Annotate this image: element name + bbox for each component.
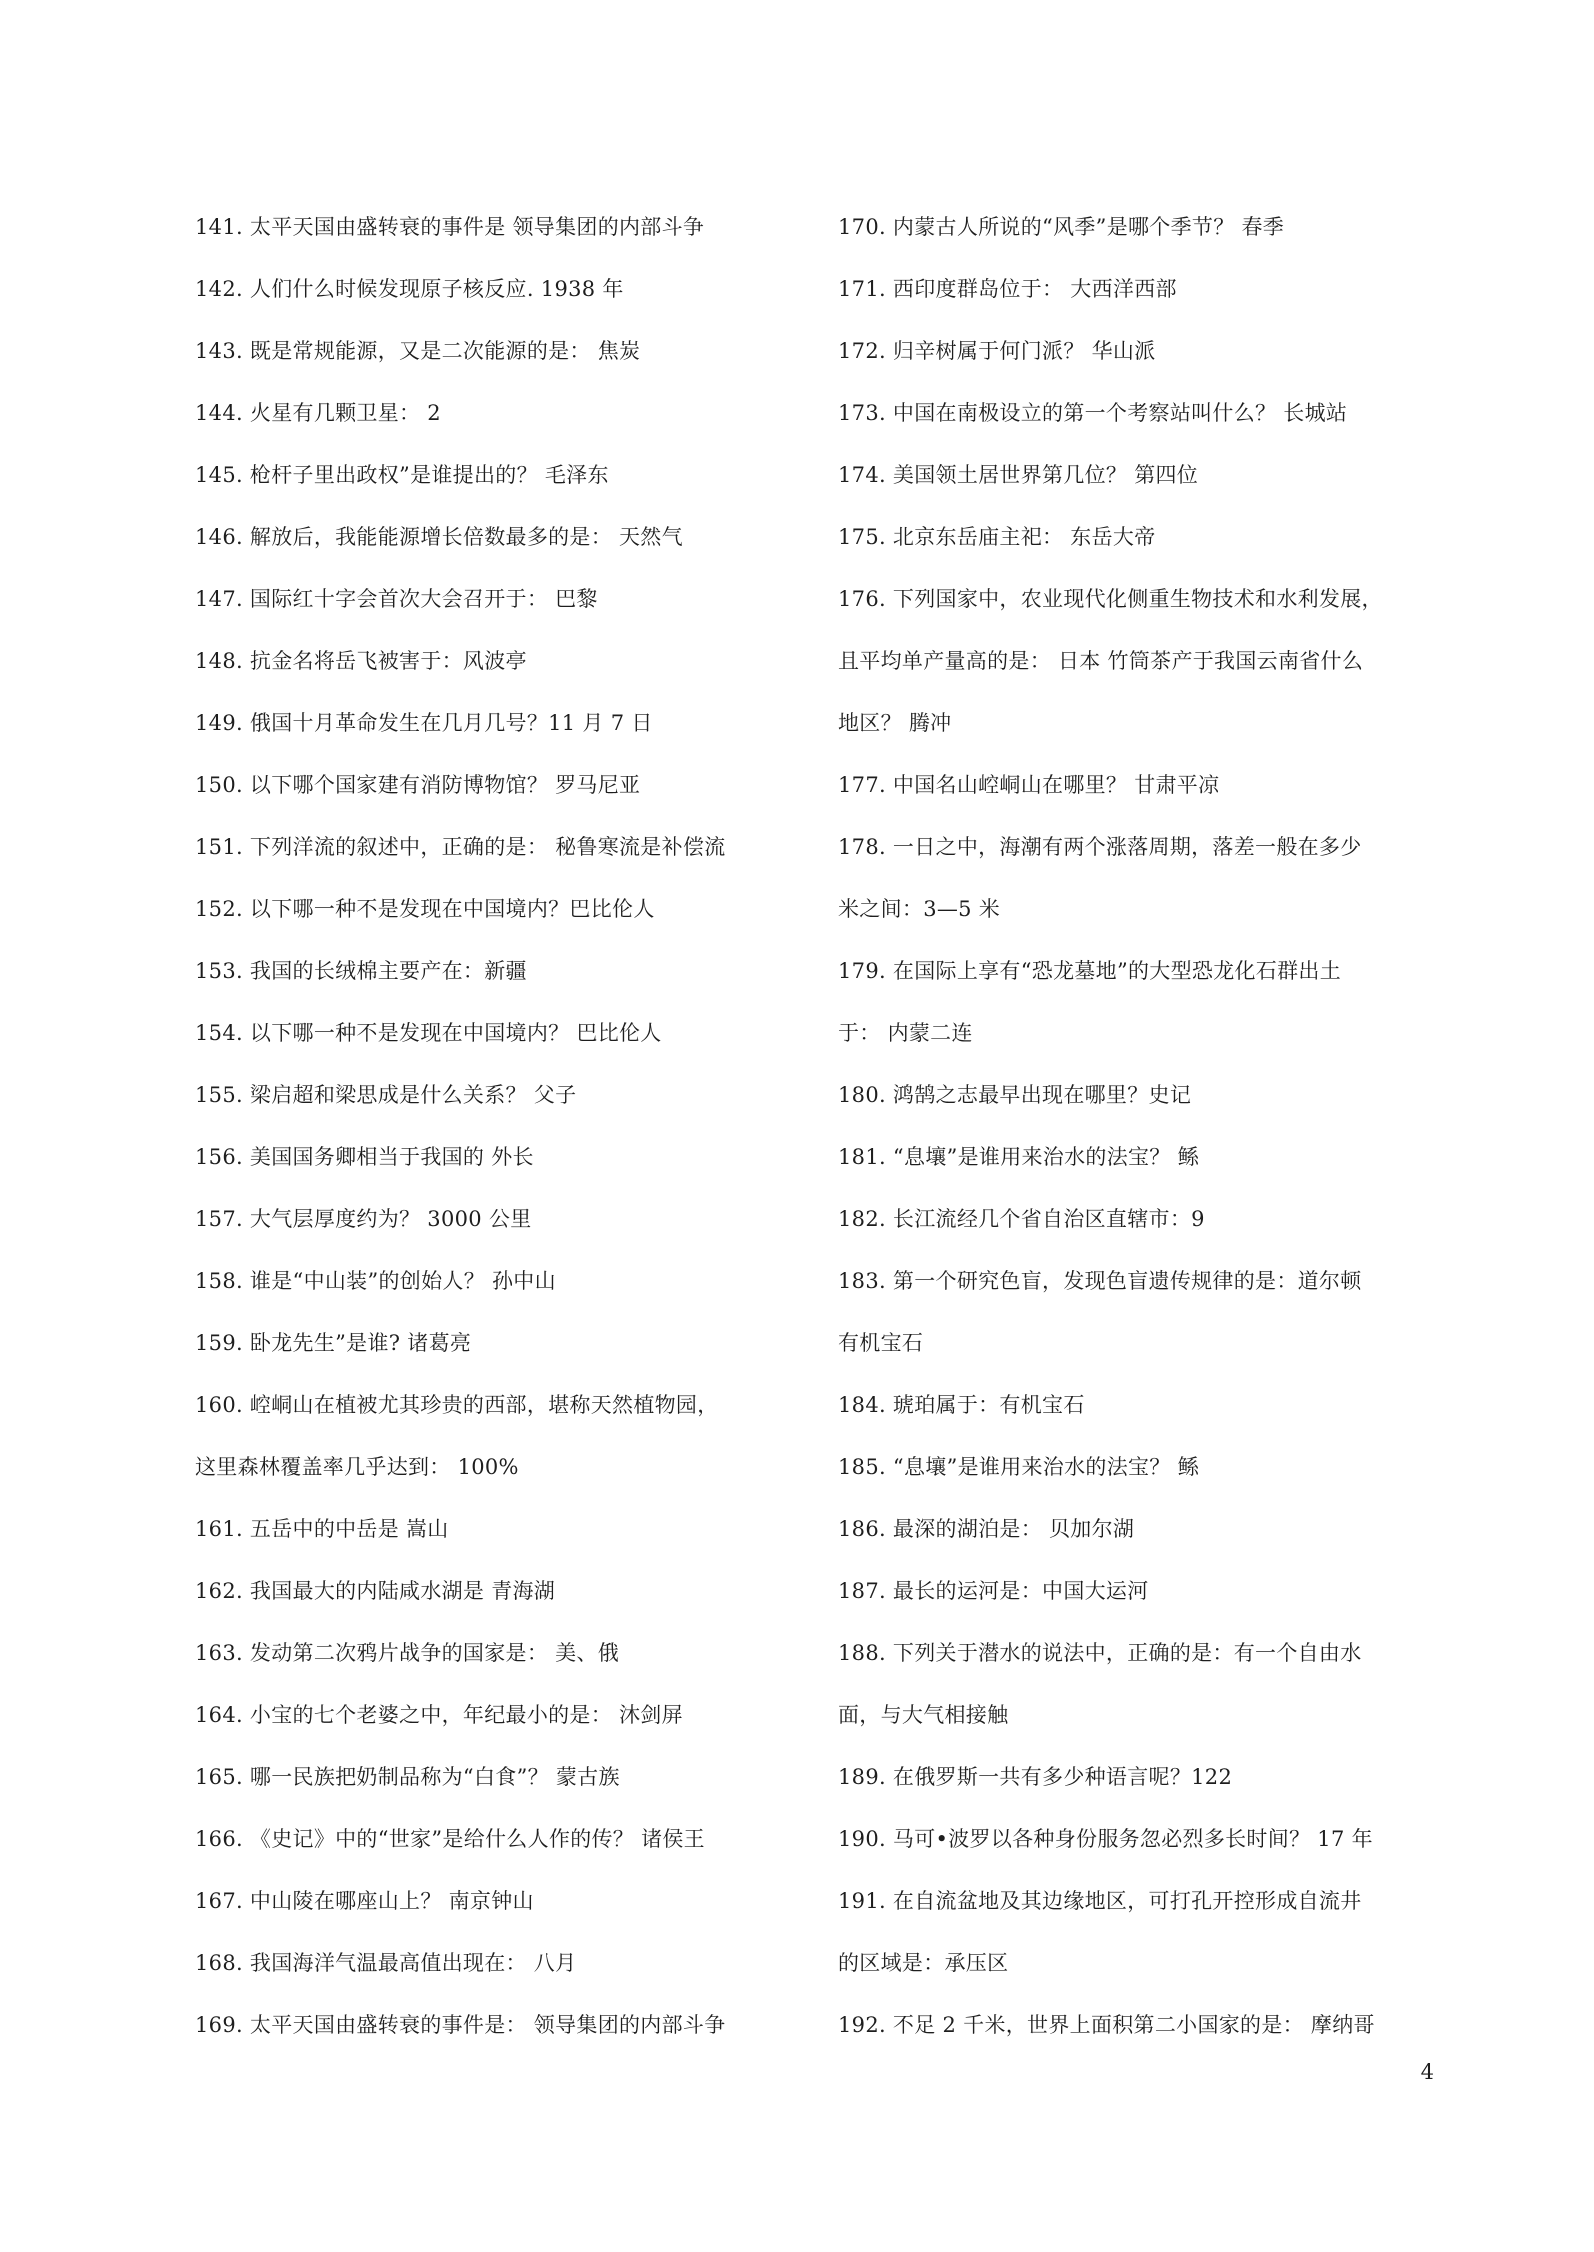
left-column-line: 143. 既是常规能源，又是二次能源的是： 焦炭 xyxy=(195,339,641,363)
left-column-line: 152. 以下哪一种不是发现在中国境内？巴比伦人 xyxy=(195,897,655,921)
right-column-line: 174. 美国领土居世界第几位？ 第四位 xyxy=(838,463,1199,487)
left-column-line: 168. 我国海洋气温最高值出现在： 八月 xyxy=(195,1951,577,1975)
right-column-line: 有机宝石 xyxy=(838,1331,924,1355)
right-column-line: 米之间：3—5 米 xyxy=(838,897,1001,921)
right-column-line: 于： 内蒙二连 xyxy=(838,1021,973,1045)
right-column-line: 192. 不足 2 千米，世界上面积第二小国家的是： 摩纳哥 xyxy=(838,2013,1375,2037)
left-column-line: 155. 梁启超和梁思成是什么关系？ 父子 xyxy=(195,1083,577,1107)
left-column-line: 157. 大气层厚度约为？ 3000 公里 xyxy=(195,1207,532,1231)
right-column-line: 191. 在自流盆地及其边缘地区，可打孔开控形成自流井 xyxy=(838,1889,1362,1913)
left-column-line: 146. 解放后，我能能源增长倍数最多的是： 天然气 xyxy=(195,525,683,549)
left-column-line: 154. 以下哪一种不是发现在中国境内？ 巴比伦人 xyxy=(195,1021,662,1045)
right-column-line: 189. 在俄罗斯一共有多少种语言呢？122 xyxy=(838,1765,1233,1789)
right-column-line: 179. 在国际上享有“恐龙墓地”的大型恐龙化石群出土 xyxy=(838,959,1342,983)
left-column-line: 161. 五岳中的中岳是 嵩山 xyxy=(195,1517,449,1541)
right-column-line: 187. 最长的运河是：中国大运河 xyxy=(838,1579,1149,1603)
page-number: 4 xyxy=(1420,2060,1434,2084)
right-column-line: 185. “息壤”是谁用来治水的法宝？ 鲧 xyxy=(838,1455,1199,1479)
right-column-line: 178. 一日之中，海潮有两个涨落周期，落差一般在多少 xyxy=(838,835,1362,859)
right-column-line: 地区？ 腾冲 xyxy=(838,711,952,735)
right-column-line: 175. 北京东岳庙主祀： 东岳大帝 xyxy=(838,525,1156,549)
left-column-line: 149. 俄国十月革命发生在几月几号？11 月 7 日 xyxy=(195,711,653,735)
left-column-line: 147. 国际红十字会首次大会召开于： 巴黎 xyxy=(195,587,598,611)
left-column-line: 167. 中山陵在哪座山上？ 南京钟山 xyxy=(195,1889,534,1913)
right-column-line: 的区域是：承压区 xyxy=(838,1951,1009,1975)
left-column-line: 这里森林覆盖率几乎达到： 100% xyxy=(195,1455,519,1479)
left-column-line: 142. 人们什么时候发现原子核反应. 1938 年 xyxy=(195,277,624,301)
right-column-line: 186. 最深的湖泊是： 贝加尔湖 xyxy=(838,1517,1135,1541)
left-column-line: 165. 哪一民族把奶制品称为“白食”？ 蒙古族 xyxy=(195,1765,620,1789)
left-column-line: 153. 我国的长绒棉主要产在：新疆 xyxy=(195,959,527,983)
right-column-line: 172. 归辛树属于何门派？ 华山派 xyxy=(838,339,1156,363)
right-column-line: 180. 鸿鹄之志最早出现在哪里？史记 xyxy=(838,1083,1192,1107)
left-column-line: 151. 下列洋流的叙述中，正确的是： 秘鲁寒流是补偿流 xyxy=(195,835,726,859)
right-column-line: 181. “息壤”是谁用来治水的法宝？ 鲧 xyxy=(838,1145,1199,1169)
right-column-line: 183. 第一个研究色盲，发现色盲遗传规律的是：道尔顿 xyxy=(838,1269,1362,1293)
left-column-line: 160. 崆峒山在植被尤其珍贵的西部，堪称天然植物园， xyxy=(195,1393,719,1417)
right-column-line: 176. 下列国家中，农业现代化侧重生物技术和水利发展， xyxy=(838,587,1383,611)
right-column-line: 170. 内蒙古人所说的“风季”是哪个季节？ 春季 xyxy=(838,215,1285,239)
right-column-line: 184. 琥珀属于：有机宝石 xyxy=(838,1393,1085,1417)
right-column-line: 173. 中国在南极设立的第一个考察站叫什么？ 长城站 xyxy=(838,401,1348,425)
right-column-line: 177. 中国名山崆峒山在哪里？ 甘肃平凉 xyxy=(838,773,1220,797)
right-column-line: 190. 马可•波罗以各种身份服务忽必烈多长时间？ 17 年 xyxy=(838,1827,1373,1851)
left-column-line: 163. 发动第二次鸦片战争的国家是： 美、俄 xyxy=(195,1641,620,1665)
left-column-line: 141. 太平天国由盛转衰的事件是 领导集团的内部斗争 xyxy=(195,215,705,239)
left-column-line: 156. 美国国务卿相当于我国的 外长 xyxy=(195,1145,534,1169)
left-column-line: 159. 卧龙先生”是谁? 诸葛亮 xyxy=(195,1331,472,1355)
right-column xyxy=(838,196,1438,2056)
right-column-line: 188. 下列关于潜水的说法中，正确的是：有一个自由水 xyxy=(838,1641,1362,1665)
left-column-line: 162. 我国最大的内陆咸水湖是 青海湖 xyxy=(195,1579,556,1603)
left-column-line: 166. 《史记》中的“世家”是给什么人作的传？ 诸侯王 xyxy=(195,1827,705,1851)
left-column-line: 164. 小宝的七个老婆之中，年纪最小的是： 沐剑屏 xyxy=(195,1703,683,1727)
right-column-line: 171. 西印度群岛位于： 大西洋西部 xyxy=(838,277,1177,301)
right-column-line: 且平均单产量高的是： 日本 竹筒茶产于我国云南省什么 xyxy=(838,649,1364,673)
right-column-line: 面，与大气相接触 xyxy=(838,1703,1009,1727)
left-column-line: 145. 枪杆子里出政权”是谁提出的？ 毛泽东 xyxy=(195,463,609,487)
left-column-line: 144. 火星有几颗卫星： 2 xyxy=(195,401,441,425)
left-column-line: 169. 太平天国由盛转衰的事件是： 领导集团的内部斗争 xyxy=(195,2013,726,2037)
left-column-line: 158. 谁是“中山装”的创始人？ 孙中山 xyxy=(195,1269,556,1293)
right-column-line: 182. 长江流经几个省自治区直辖市：9 xyxy=(838,1207,1205,1231)
left-column xyxy=(195,196,813,2056)
left-column-line: 150. 以下哪个国家建有消防博物馆？ 罗马尼亚 xyxy=(195,773,641,797)
left-column-line: 148. 抗金名将岳飞被害于：风波亭 xyxy=(195,649,527,673)
